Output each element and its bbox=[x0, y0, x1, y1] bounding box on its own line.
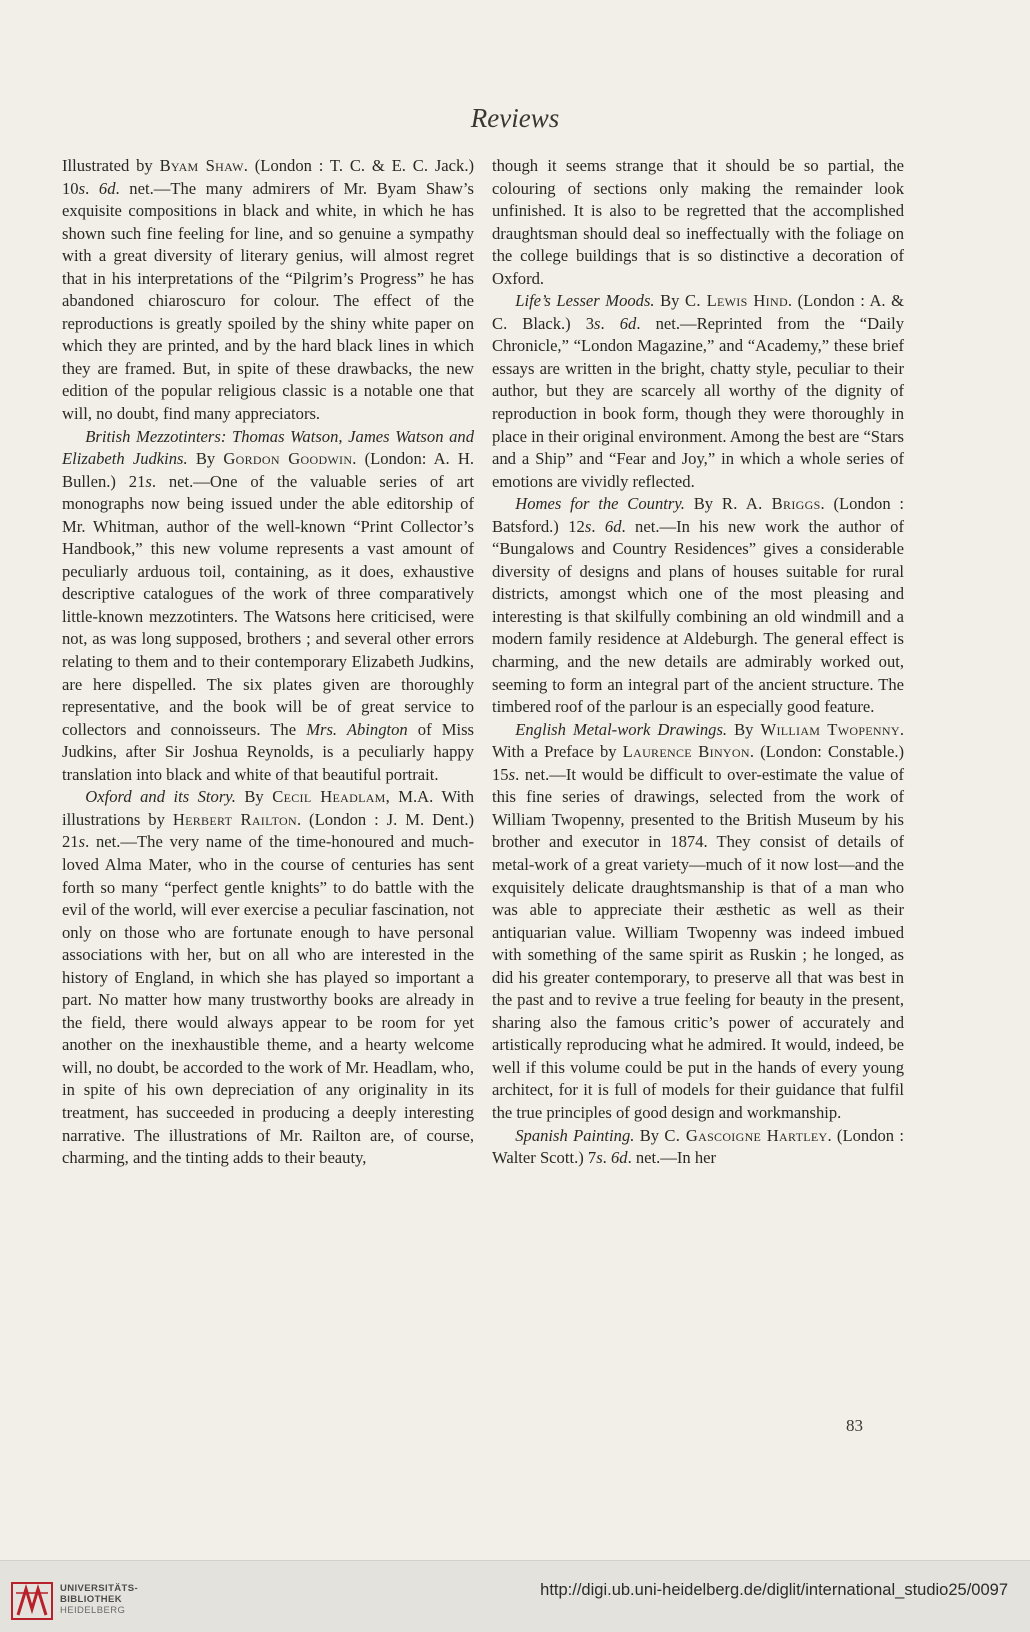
review-oxford-continued: though it seems strange that it should be so partial, the colouring of sections only making the remainder look unfinished. It is also to be regretted that the accomplished draughtsman should deal so ineffectually with the foliage on the college buildings that is so distinctive a decoration of Oxford. bbox=[492, 156, 904, 288]
running-title: Reviews bbox=[470, 103, 560, 133]
review-oxford-and-its-story: Oxford and its Story. By Cecil Headlam, M.A. With illustrations by Herbert Railton. (London : J. M. Dent.) 21s. net.—The very name of the time-honoured and much-loved Alma Mater, who in the course of centuries has sent forth so many “perfect gentle knights” to do battle with the evil of the world, will ever exercise a peculiar fascination, not only on those who are fortunate enough to have personal associations with her, but on all who are interested in the history of England, in which she has played so important a part. No matter how many trustworthy books are already in the field, there would always appear to be room for yet another on the inexhaustible theme, and a hearty welcome will, no doubt, be accorded to the work of Mr. Headlam, who, in spite of his own depreciation of any originality in its treatment, has succeeded in producing a deeply interesting narrative. The illustrations of Mr. Railton are, of course, charming, and the tinting adds to their beauty, bbox=[62, 787, 474, 1168]
book-title: Life’s Lesser Moods. bbox=[515, 291, 655, 311]
right-column bbox=[492, 155, 904, 1170]
review-lifes-lesser-moods: Life’s Lesser Moods. By C. Lewis Hind. (London : A. & C. Black.) 3s. 6d. net.—Reprinted from the “Daily Chronicle,” “London Magazine,” and “Academy,” these brief essays are written in the bright, chatty style, peculiar to their author, but they are scarcely all worthy of the dignity of reproduction in book form, though they were thoroughly in place in their original environment. Among the best are “Stars and a Ship” and “Fear and Joy,” in which a whole series of emotions are vividly reflected. bbox=[492, 291, 904, 491]
book-title: English Metal-work Drawings. bbox=[515, 719, 728, 739]
left-column bbox=[62, 155, 474, 1170]
book-title: Oxford and its Story. bbox=[85, 787, 236, 807]
book-title: Homes for the Country. bbox=[515, 494, 685, 514]
institution-name: UNIVERSITÄTS- BIBLIOTHEK HEIDELBERG bbox=[60, 1583, 139, 1616]
page-number: 83 bbox=[846, 1416, 863, 1435]
book-title: Spanish Painting. bbox=[515, 1125, 635, 1145]
book-title: British Mezzotinters: Thomas Watson, James Watson and Elizabeth Judkins. bbox=[62, 426, 474, 469]
review-spanish-painting: Spanish Painting. By C. Gascoigne Hartley. (London : Walter Scott.) 7s. 6d. net.—In her bbox=[492, 1125, 904, 1168]
review-british-mezzotinters: British Mezzotinters: Thomas Watson, James Watson and Elizabeth Judkins. By Gordon Goodwin. (London: A. H. Bullen.) 21s. net.—One of the valuable series of art monographs now being issued under the able editorship of Mr. Whitman, author of the well-known “Print Collector’s Handbook,” this new volume represents a vast amount of peculiarly arduous toil, containing, as it does, exhaustive descriptive catalogues of the work of three comparatively little-known mezzotinters. The Watsons here criticised, were not, as was long supposed, brothers ; and several other errors relating to them and to their contemporary Elizabeth Judkins, are here dispelled. The six plates given are thoroughly representative, and the book will be of great service to collectors and connoisseurs. The Mrs. Abington of Miss Judkins, after Sir Joshua Reynolds, is a peculiarly happy translation into black and white of that beautiful portrait. bbox=[62, 426, 474, 784]
review-byam-shaw: Illustrated by Byam Shaw. (London : T. C. & E. C. Jack.) 10s. 6d. net.—The many admirers of Mr. Byam Shaw’s exquisite compositions in black and white, in which he has shown such fine feeling for line, and so genuine a sympathy with a great diversity of literary genius, will almost regret that in his interpretations of the “Pilgrim’s Progress” he has abandoned chiaroscuro for colour. The effect of the reproductions is greatly spoiled by the shiny white paper on which they are printed, and by the hard black lines in which they are framed. But, in spite of these drawbacks, the new edition of the popular religious classic is a notable one that will, no doubt, find many appreciators. bbox=[62, 156, 474, 424]
library-logo-icon bbox=[10, 1579, 54, 1623]
review-english-metal-work-drawings: English Metal-work Drawings. By William Twopenny. With a Preface by Laurence Binyon. (London: Constable.) 15s. net.—It would be difficult to over-estimate the value of this fine series of drawings, selected from the work of William Twopenny, presented to the British Museum by his brother and executor in 1874. They consist of details of metal-work of a great variety—much of it now lost—and the exquisitely delicate draughtsmanship is that of a man who was able to appreciate their æsthetic as well as their antiquarian value. William Twopenny was indeed imbued with something of the same spirit as Ruskin ; he longed, as did his greater contemporary, to preserve all that was best in the past and to revive a true feeling for beauty in the present, sharing also the famous critic’s power of accurately and artistically reproducing what he admired. It would, indeed, be well if this volume could be put in the hands of every young architect, for it is full of models for their guidance that fulfil the true principles of good design and workmanship. bbox=[492, 719, 904, 1122]
source-url-link[interactable]: http://digi.ub.uni-heidelberg.de/diglit/international_studio25/0097 bbox=[540, 1581, 1008, 1599]
review-homes-for-the-country: Homes for the Country. By R. A. Briggs. (London : Batsford.) 12s. 6d. net.—In his new work the author of “Bungalows and Country Residences” gives a considerable diversity of designs and plans of houses suitable for rural districts, amongst which one of the most pleasing and interesting is that skilfully combining an old windmill and a modern family residence at Aldeburgh. The general effect is charming, and the new details are admirably worked out, seeming to form an integral part of the ancient structure. The timbered roof of the parlour is an especially good feature. bbox=[492, 494, 905, 717]
footer-band bbox=[0, 1560, 1030, 1632]
